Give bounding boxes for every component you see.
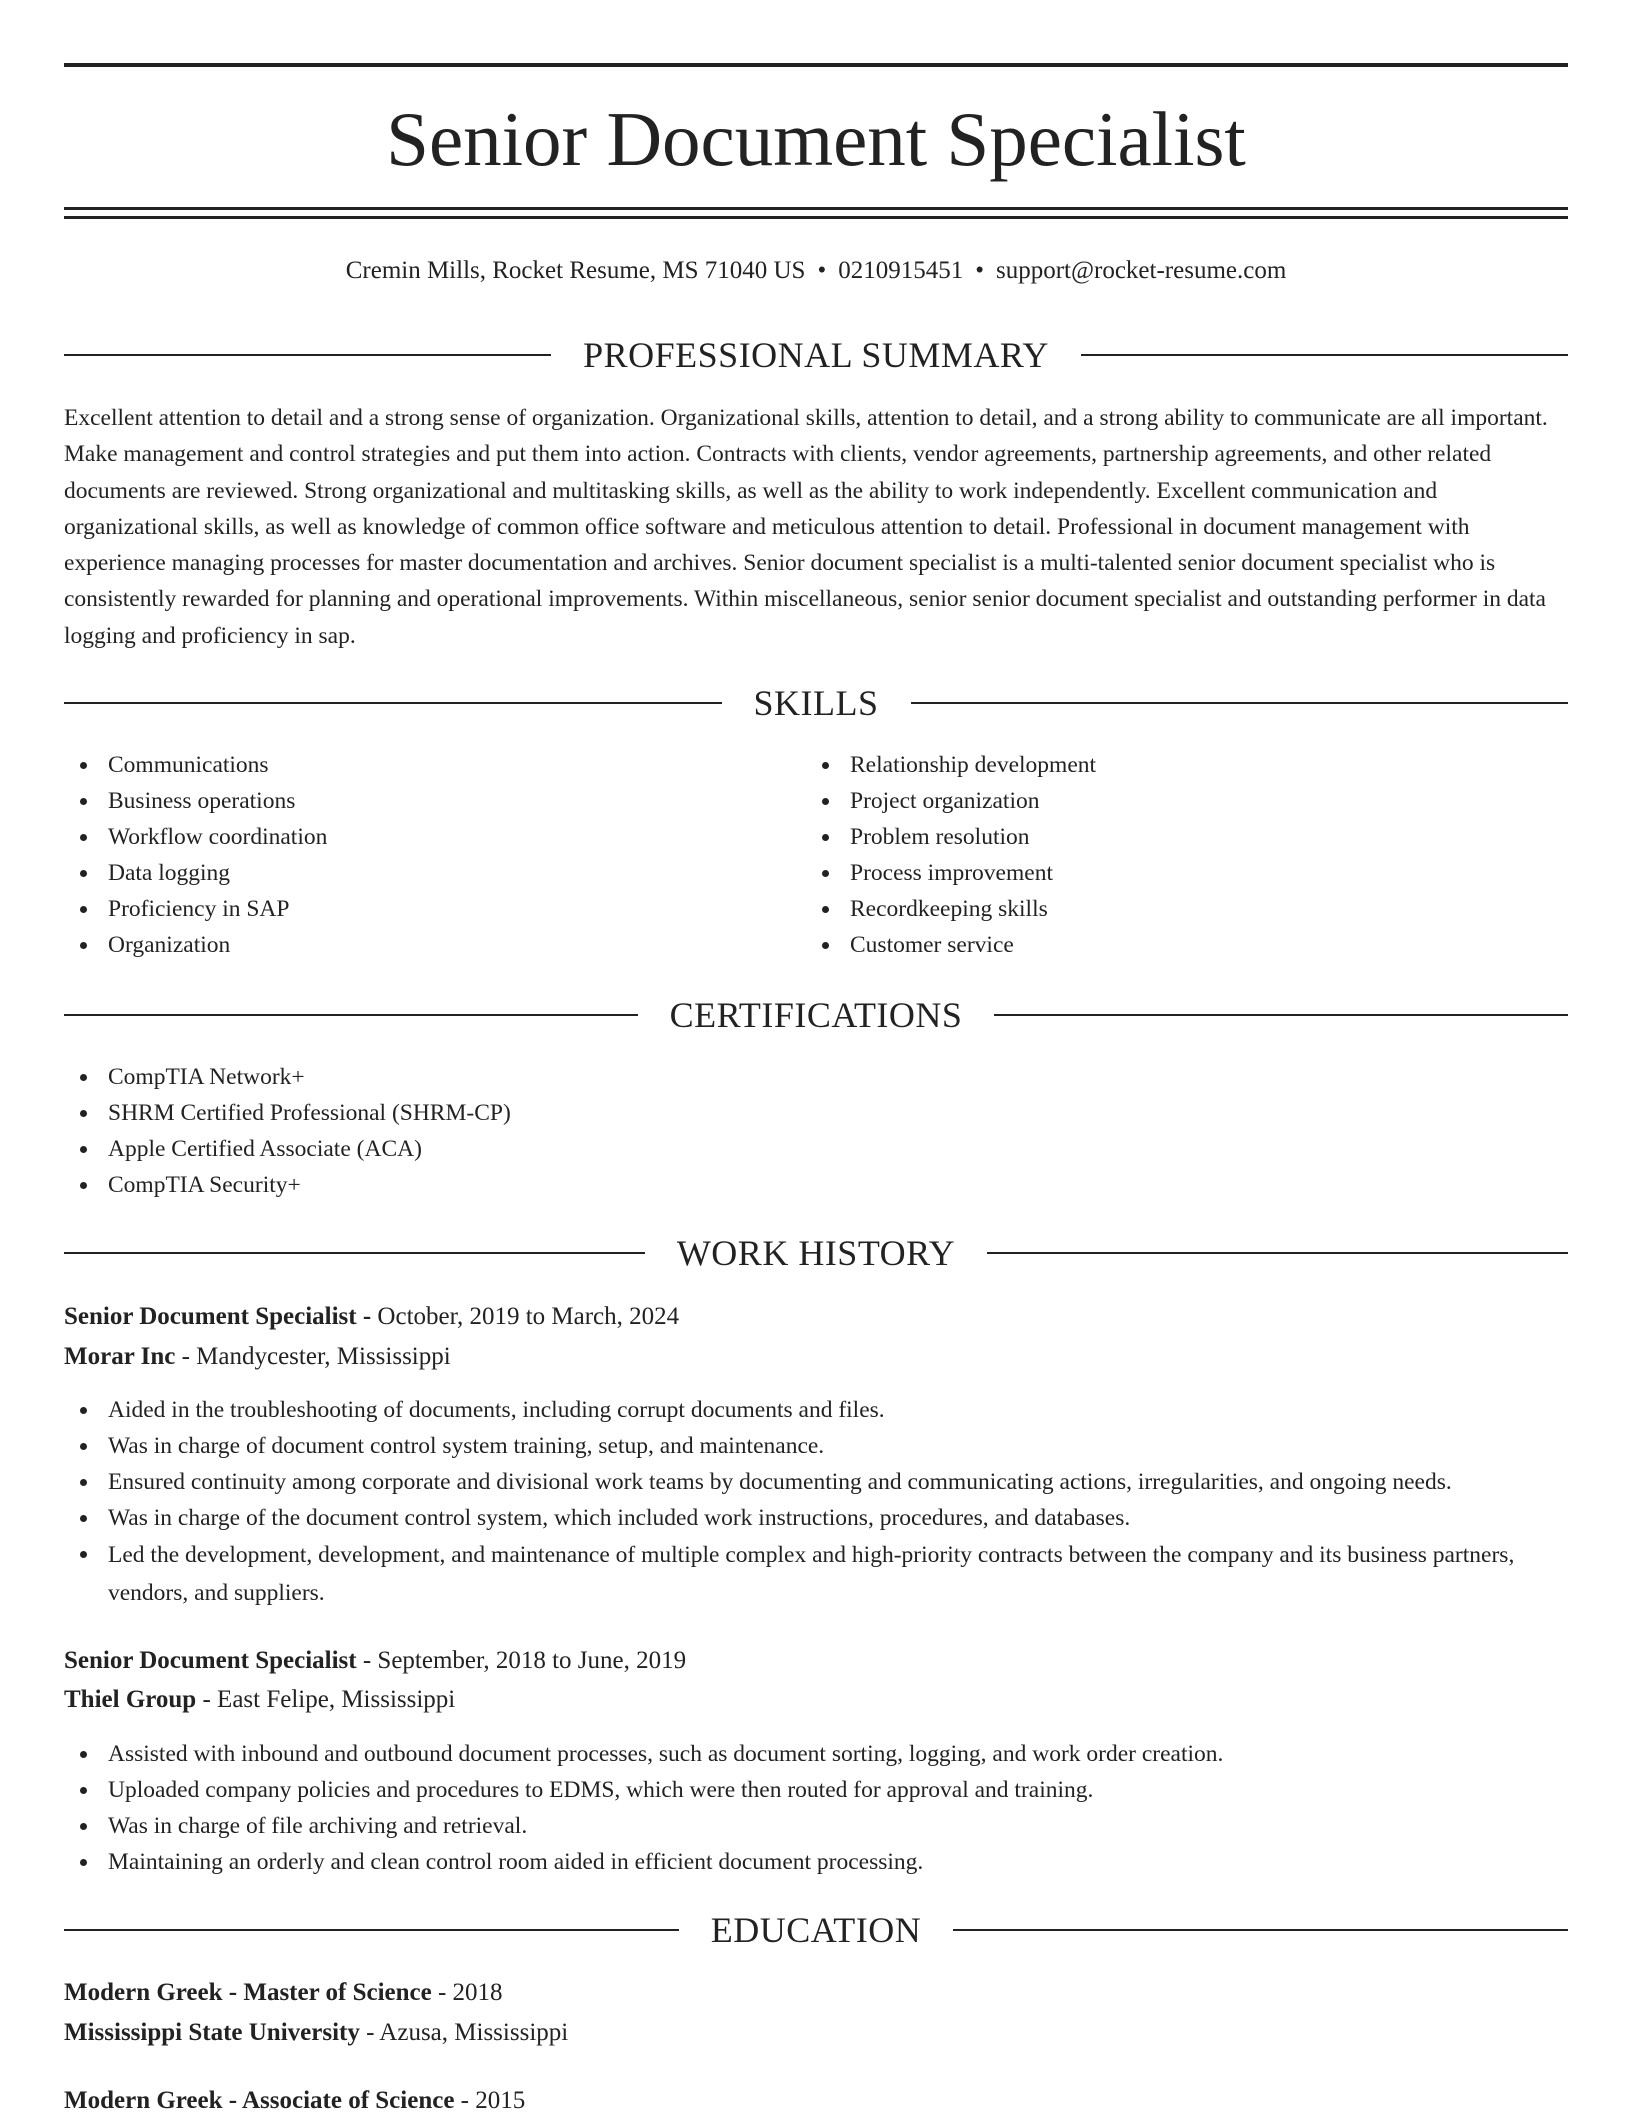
- job-location: - Mandycester, Mississippi: [175, 1343, 451, 1370]
- certification-item: Apple Certified Associate (ACA): [64, 1131, 1568, 1167]
- heading-rule-left: [64, 1014, 638, 1016]
- section-heading-education: [64, 1908, 1568, 1952]
- job-company: Morar Inc: [64, 1343, 176, 1370]
- job-bullet: Uploaded company policies and procedures to EDMS, which were then routed for approval and training.: [64, 1772, 1568, 1808]
- education-year: - 2015: [454, 2087, 526, 2114]
- job-title-separator: -: [356, 1303, 372, 1330]
- job-bullet: Was in charge of document control system training, setup, and maintenance.: [64, 1428, 1568, 1464]
- job-title-line: [64, 1299, 1568, 1335]
- heading-rule-left: [64, 354, 551, 356]
- skill-item: Relationship development: [806, 747, 1566, 783]
- job-location: - East Felipe, Mississippi: [196, 1686, 456, 1713]
- education-year: - 2018: [431, 1979, 503, 2006]
- section-title: EDUCATION: [710, 1910, 922, 1950]
- skill-item: Business operations: [64, 783, 804, 819]
- heading-rule-right: [911, 702, 1569, 704]
- contact-separator: •: [817, 257, 827, 284]
- job-dates: - September, 2018 to June, 2019: [356, 1647, 687, 1674]
- job-dates: October, 2019 to March, 2024: [371, 1303, 680, 1330]
- heading-rule-left: [64, 1252, 645, 1254]
- job-bullets: [64, 1736, 1568, 1880]
- job-company: Thiel Group: [64, 1686, 197, 1713]
- summary-paragraph: Excellent attention to detail and a strong sense of organization. Organizational skills, attention to detail, and a strong ability to communicate are all important. Make management and control strategies and put them into action. Contracts with clients, vendor agreements, partnership agreements, and other related documents are reviewed. Strong organizational and multitasking skills, as well as the ability to work independently. Excellent communication and organizational skills, as well as knowledge of common office software and meticulous attention to detail. Professional in document management with experience managing processes for master documentation and archives. Senior document specialist is a multi-talented senior document specialist who is consistently rewarded for planning and operational improvements. Within miscellaneous, senior senior document specialist and outstanding performer in data logging and proficiency in sap.: [64, 405, 1548, 649]
- skill-item: Data logging: [64, 855, 804, 891]
- heading-rule-right: [953, 1929, 1568, 1931]
- education-degree: Modern Greek - Associate of Science: [64, 2087, 455, 2114]
- skill-item: Communications: [64, 747, 804, 783]
- heading-rule-left: [64, 702, 722, 704]
- education-school-line: [64, 2015, 1568, 2051]
- skills-list-left: [64, 747, 804, 963]
- heading-rule-right: [987, 1252, 1568, 1254]
- skill-item: Proficiency in SAP: [64, 891, 804, 927]
- contact-address: Cremin Mills, Rocket Resume, MS 71040 US: [345, 257, 806, 284]
- section-heading-work-history: [64, 1231, 1568, 1275]
- job-company-line: [64, 1339, 1568, 1375]
- section-title: PROFESSIONAL SUMMARY: [583, 335, 1049, 375]
- job-bullet: Assisted with inbound and outbound document processes, such as document sorting, logging, and work order creation.: [64, 1736, 1568, 1772]
- job-bullet: Ensured continuity among corporate and divisional work teams by documenting and communicating actions, irregularities, and ongoing needs.: [64, 1464, 1568, 1500]
- section-heading-certifications: [64, 993, 1568, 1037]
- job-title: Senior Document Specialist: [64, 1303, 357, 1330]
- certification-item: SHRM Certified Professional (SHRM-CP): [64, 1095, 1568, 1131]
- job-bullet: Led the development, development, and maintenance of multiple complex and high-priority contracts between the company and its business partners, vendors, and suppliers.: [64, 1536, 1568, 1612]
- job-bullet: Was in charge of file archiving and retrieval.: [64, 1808, 1568, 1844]
- section-heading-skills: [64, 681, 1568, 725]
- education-degree: Modern Greek - Master of Science: [64, 1979, 432, 2006]
- job-bullet: Maintaining an orderly and clean control room aided in efficient document processing.: [64, 1844, 1568, 1880]
- job-bullet: Aided in the troubleshooting of documents, including corrupt documents and files.: [64, 1392, 1568, 1428]
- skill-item: Workflow coordination: [64, 819, 804, 855]
- job-bullet: Was in charge of the document control system, which included work instructions, procedures, and databases.: [64, 1500, 1568, 1536]
- education-degree-line: [64, 2083, 1568, 2119]
- contact-separator: •: [975, 257, 984, 284]
- certification-item: CompTIA Network+: [64, 1059, 1568, 1095]
- certifications-list: [64, 1059, 1568, 1203]
- contact-line: [64, 254, 1568, 288]
- section-title: WORK HISTORY: [676, 1233, 956, 1273]
- job-bullets: [64, 1392, 1568, 1612]
- contact-phone: 0210915451: [838, 257, 964, 284]
- skill-item: Customer service: [806, 927, 1566, 963]
- section-title: CERTIFICATIONS: [669, 995, 963, 1035]
- section-title: SKILLS: [753, 683, 879, 723]
- skills-list-right: [806, 747, 1566, 963]
- job-title-line: [64, 1643, 1568, 1679]
- contact-email: support@rocket-resume.com: [995, 257, 1287, 284]
- education-degree-line: [64, 1975, 1568, 2011]
- skill-item: Organization: [64, 927, 804, 963]
- heading-rule-right: [994, 1014, 1568, 1016]
- section-heading-summary: [64, 333, 1568, 377]
- education-school: Mississippi State University: [64, 2019, 360, 2046]
- skill-item: Recordkeeping skills: [806, 891, 1566, 927]
- skill-item: Process improvement: [806, 855, 1566, 891]
- header-double-rule-lower: [64, 216, 1568, 219]
- education-location: - Azusa, Mississippi: [359, 2019, 569, 2046]
- header-double-rule-upper: [64, 207, 1568, 210]
- job-title: Senior Document Specialist: [64, 1647, 357, 1674]
- heading-rule-right: [1081, 354, 1568, 356]
- header-top-rule: [64, 63, 1568, 67]
- skill-item: Project organization: [806, 783, 1566, 819]
- job-company-line: [64, 1682, 1568, 1718]
- skill-item: Problem resolution: [806, 819, 1566, 855]
- resume-title: Senior Document Specialist: [386, 96, 1246, 182]
- certification-item: CompTIA Security+: [64, 1167, 1568, 1203]
- heading-rule-left: [64, 1929, 679, 1931]
